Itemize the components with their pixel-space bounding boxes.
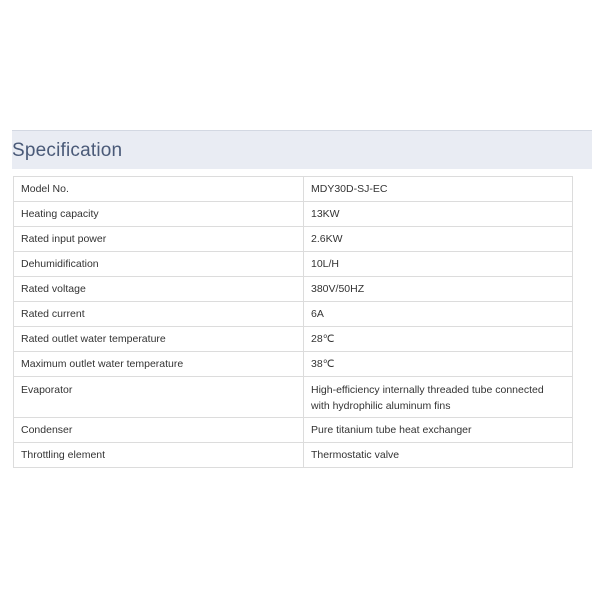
row-label: Condenser (14, 418, 304, 443)
table-row (14, 352, 573, 377)
row-label: Rated outlet water temperature (14, 327, 304, 352)
row-value: 6A (304, 302, 573, 327)
table-row (14, 227, 573, 252)
row-value: Thermostatic valve (304, 443, 573, 468)
table-row (14, 302, 573, 327)
row-label: Dehumidification (14, 252, 304, 277)
table-row (14, 377, 573, 418)
row-value: 28℃ (304, 327, 573, 352)
table-row (14, 277, 573, 302)
row-value: 2.6KW (304, 227, 573, 252)
row-label: Rated voltage (14, 277, 304, 302)
row-value: 10L/H (304, 252, 573, 277)
specification-table (13, 176, 573, 468)
row-value: 380V/50HZ (304, 277, 573, 302)
section-header (12, 130, 592, 169)
row-label: Maximum outlet water temperature (14, 352, 304, 377)
row-label: Throttling element (14, 443, 304, 468)
table-row (14, 327, 573, 352)
section-title: Specification (12, 140, 123, 161)
row-value: MDY30D-SJ-EC (304, 177, 573, 202)
row-label: Model No. (14, 177, 304, 202)
row-value: Pure titanium tube heat exchanger (304, 418, 573, 443)
table-row (14, 252, 573, 277)
row-value: 13KW (304, 202, 573, 227)
row-label: Heating capacity (14, 202, 304, 227)
table-row (14, 443, 573, 468)
table-row (14, 177, 573, 202)
table-row (14, 418, 573, 443)
table-row (14, 202, 573, 227)
row-label: Evaporator (14, 377, 304, 418)
row-label: Rated current (14, 302, 304, 327)
row-value: High-efficiency internally threaded tube connected with hydrophilic aluminum fins (304, 377, 573, 418)
row-value: 38℃ (304, 352, 573, 377)
row-label: Rated input power (14, 227, 304, 252)
